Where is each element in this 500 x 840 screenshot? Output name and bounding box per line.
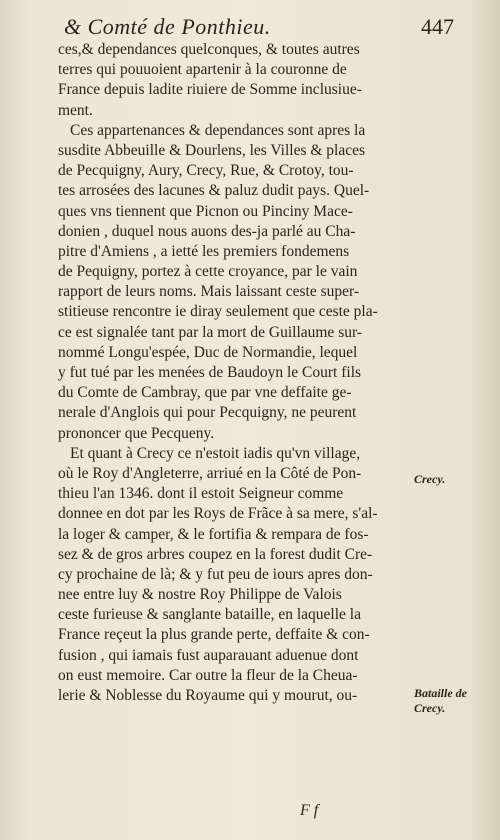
marginal-note-crecy: Crecy. — [414, 472, 446, 486]
text-line: donnee en dot par les Roys de Frãce à sa mere, s'al- — [58, 505, 378, 523]
text-line: fusion , qui iamais fust auparauant aduenue dont — [58, 646, 359, 664]
text-line: cy prochaine de là; & y fut peu de iours apres don- — [58, 565, 373, 583]
marginal-note-line: Crecy. — [414, 701, 446, 715]
signature-mark: Ff — [300, 802, 323, 819]
text-line: lerie & Noblesse du Royaume qui y mourut, ou- — [58, 687, 358, 704]
text-line: où le Roy d'Angleterre, arriué en la Côté de Pon- — [58, 464, 362, 482]
text-line: France reçeut la plus grande perte, deffaite & con- — [58, 626, 370, 644]
text-line: ce est signalée tant par la mort de Guillaume sur- — [58, 323, 362, 341]
text-line: rapport de leurs noms. Mais laissant ceste super- — [58, 283, 360, 301]
text-line: susdite Abbeuille & Dourlens, les Villes & places — [58, 141, 366, 159]
text-line: ces,& dependances quelconques, & toutes autres — [58, 41, 360, 58]
marginal-note-line: Bataille de — [414, 686, 467, 700]
marginal-note-bataille — [414, 686, 494, 716]
page-number: 447 — [421, 14, 454, 39]
text-line: terres qui pouuoient apartenir à la couronne de — [58, 61, 347, 79]
text-line: France depuis ladite riuiere de Somme inclusiue- — [58, 81, 362, 99]
text-line: pitre d'Amiens , a ietté les premiers fondemens — [58, 242, 350, 260]
text-line: de Pecquigny, Aury, Crecy, Rue, & Crotoy, tou- — [58, 162, 354, 180]
running-title: & Comté de Ponthieu. — [64, 14, 271, 39]
text-line: de Pequigny, portez à cette croyance, par le vain — [58, 263, 358, 281]
text-line: sez & de gros arbres coupez en la forest dudit Cre- — [58, 545, 373, 563]
text-line: y fut tué par les menées de Baudoyn le Court fils — [58, 364, 362, 381]
text-line: nommé Longu'espée, Duc de Normandie, lequel — [58, 343, 358, 361]
text-line: nee entre luy & nostre Roy Philippe de Valois — [58, 586, 342, 604]
text-line: on eust memoire. Car outre la fleur de la Cheua- — [58, 666, 358, 684]
text-line: du Comte de Cambray, que par vne deffaite ge- — [58, 384, 352, 402]
text-line: la loger & camper, & le fortifia & rempara de fos- — [58, 525, 369, 543]
text-line: Et quant à Crecy ce n'estoit iadis qu'vn village, — [70, 444, 361, 462]
text-line: nerale d'Anglois qui pour Pecquigny, ne peurent — [58, 404, 357, 422]
text-line: stitieuse rencontre ie diray seulement que ceste pla- — [58, 303, 378, 321]
text-line: Ces appartenances & dependances sont apres la — [70, 121, 366, 139]
text-line: ques vns tiennent que Picnon ou Pinciny Mace- — [58, 202, 353, 220]
text-line: ceste furieuse & sanglante bataille, en laquelle la — [58, 606, 361, 624]
text-line: prononcer que Pecqueny. — [58, 424, 215, 442]
text-line: donien , duquel nous auons des-ja parlé au Cha- — [58, 222, 356, 240]
text-line: thieu l'an 1346. dont il estoit Seigneur comme — [58, 485, 344, 503]
text-line: ment. — [58, 101, 93, 119]
body-text — [58, 40, 416, 706]
running-header — [64, 12, 454, 42]
text-line: tes arrosées des lacunes & paluz dudit pays. Quel- — [58, 182, 370, 200]
